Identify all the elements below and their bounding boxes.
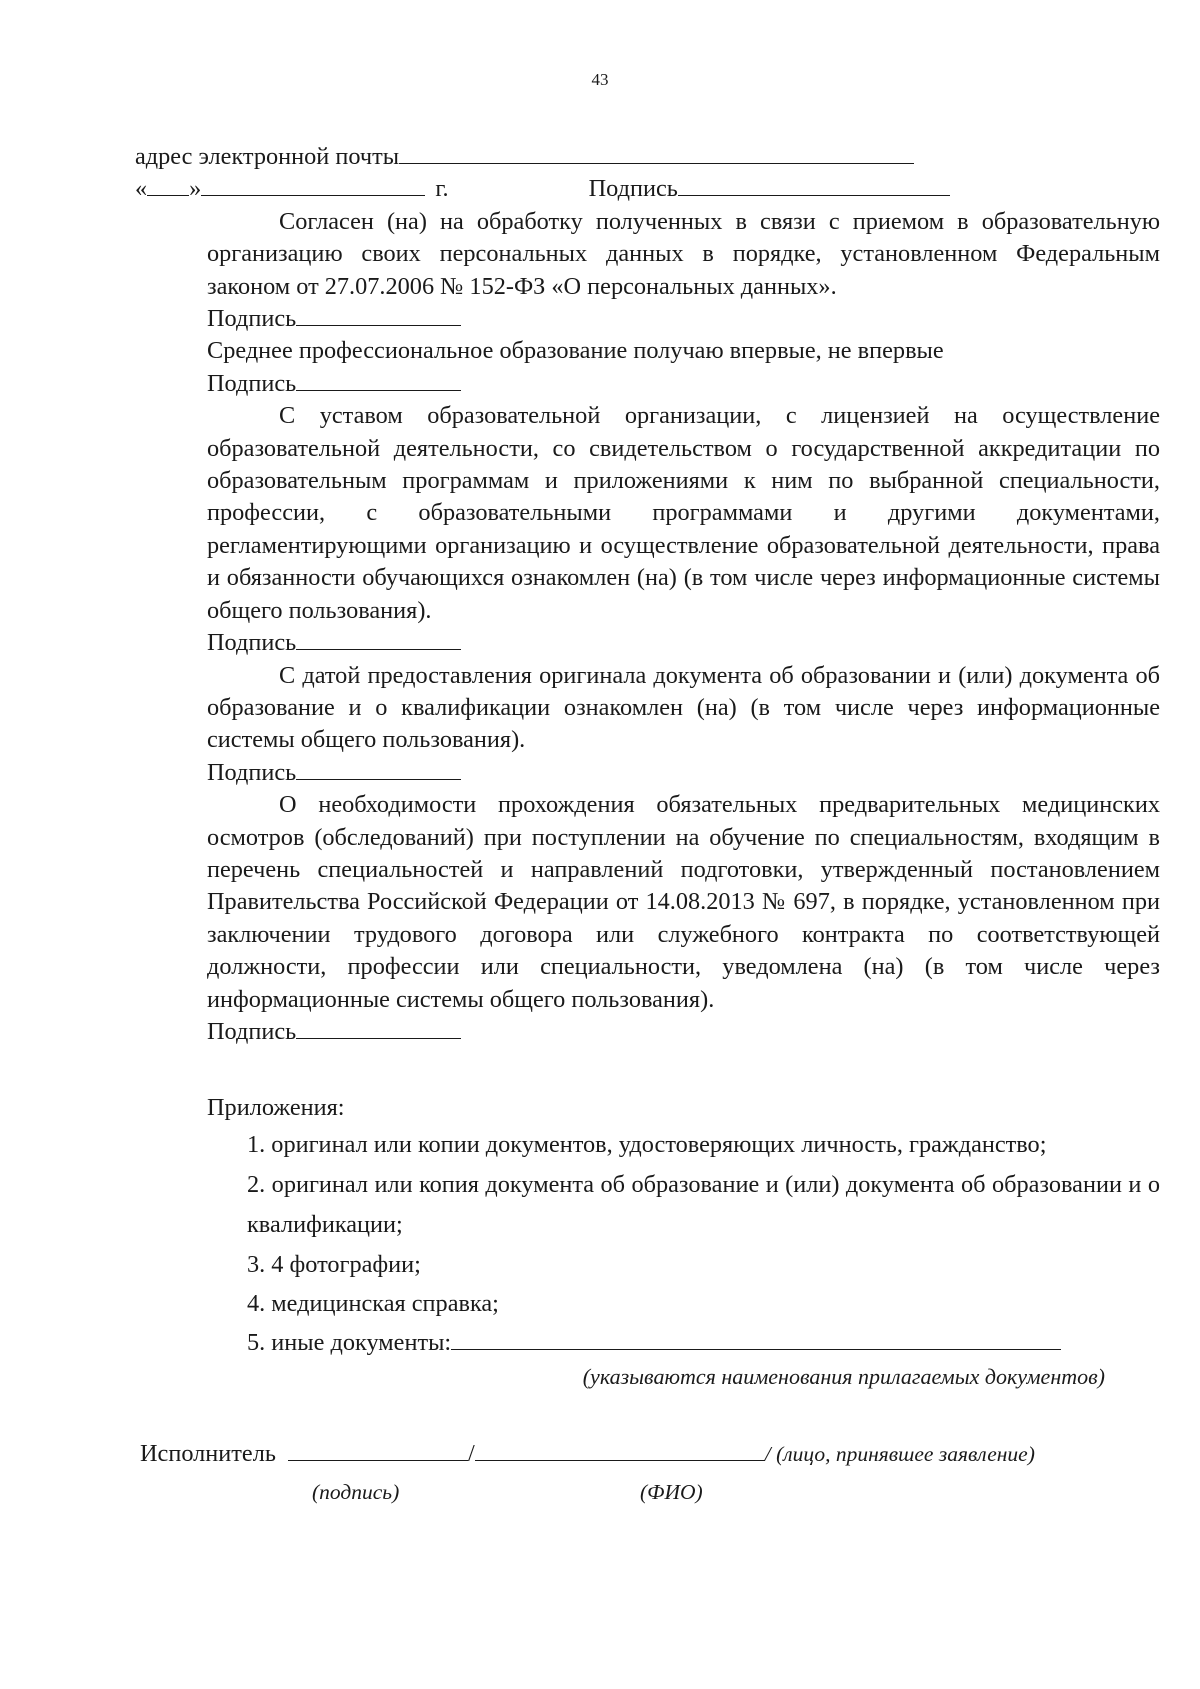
spacer (135, 1048, 1160, 1088)
signature-field-4[interactable] (296, 757, 461, 780)
medical-exam-paragraph: О необходимости прохождения обязательных предварительных медицинских осмотров (обследований) при поступлении на обучение по специальностям, входящим в перечень специальностей и направлений подготовки, утвержденный постановлением Правительства Российской Федерации от 14.08.2013 № 697, в порядке, установленном при заключении трудового договора или служебного контракта по соответствующей должности, профессии или специальности, уведомлена (на) (в том числе через информационные системы общего пользования). (207, 791, 1160, 1013)
other-docs-hint: (указываются наименования прилагаемых документов) (582, 1363, 1105, 1389)
executor-separator: / (467, 1440, 475, 1467)
open-quote: « (135, 175, 148, 203)
signature-label: Подпись (207, 1017, 297, 1045)
month-field[interactable] (201, 173, 425, 196)
signature-line-2 (135, 368, 1160, 400)
date-signature-field[interactable] (678, 173, 950, 196)
page-number: 43 (591, 70, 609, 89)
close-quote: » (189, 175, 202, 203)
signature-label: Подпись (207, 369, 297, 397)
signature-label: Подпись (207, 758, 297, 786)
first-education-paragraph: Среднее профессиональное образование получаю впервые, не впервые (207, 337, 944, 365)
executor-signature-field[interactable] (288, 1438, 468, 1461)
consent-paragraph: Согласен (на) на обработку полученных в связи с приемом в образовательную организацию своих персональных данных в порядке, установленном Федеральным законом от 27.07.2006 № 152-ФЗ «О персональных данных». (207, 207, 1160, 300)
year-suffix: г. (435, 175, 449, 203)
executor-closing: / (лицо, принявшее заявление) (764, 1442, 1035, 1466)
signature-line-1 (135, 303, 1160, 335)
email-line (135, 141, 1160, 173)
signature-label: Подпись (207, 305, 297, 333)
charter-paragraph: С уставом образовательной организации, с лицензией на осуществление образовательной деятельности, со свидетельством о государственной аккредитации по образовательным программам и приложениями к ним по выбранной специальности, профессии, с образовательными программами и другими документами, регламентирующими организацию и осуществление образовательной деятельности, права и обязанности обучающихся ознакомлен (на) (в том числе через информационные системы общего пользования). (207, 402, 1160, 624)
signature-field-3[interactable] (296, 627, 461, 650)
date-signature-label: Подпись (588, 175, 678, 203)
signature-field-1[interactable] (296, 303, 461, 326)
original-deadline-paragraph: С датой предоставления оригинала документа об образовании и (или) документа об образование и о квалификации ознакомлен (на) (в том числе через информационные системы общего пользования). (207, 661, 1160, 754)
executor-label: Исполнитель (140, 1440, 276, 1467)
signature-label: Подпись (207, 629, 297, 657)
executor-signature-hint: (подпись) (312, 1480, 400, 1504)
attachments-heading: Приложения: (207, 1094, 345, 1122)
attachment-item-3: 3. 4 фотографии; (247, 1250, 421, 1278)
executor-name-hint: (ФИО) (640, 1480, 703, 1504)
signature-line-4 (135, 757, 1160, 789)
day-field[interactable] (147, 173, 189, 196)
attachment-item-4: 4. медицинская справка; (247, 1289, 499, 1317)
attachment-item-2: 2. оригинал или копия документа об образование и (или) документа об образовании и о квалификации; (247, 1170, 1160, 1238)
signature-line-3 (135, 627, 1160, 659)
date-line (135, 173, 1160, 205)
executor-name-field[interactable] (475, 1438, 765, 1461)
other-docs-field[interactable] (451, 1327, 1061, 1350)
signature-line-5 (135, 1016, 1160, 1048)
executor-line (140, 1438, 1170, 1468)
email-label: адрес электронной почты (135, 143, 400, 170)
signature-field-2[interactable] (296, 368, 461, 391)
attachment-item-5 (247, 1323, 1160, 1362)
attachments-list (135, 1125, 1160, 1362)
email-field[interactable] (399, 141, 914, 164)
signature-field-5[interactable] (296, 1016, 461, 1039)
form-body (135, 141, 1160, 1392)
attachment-item-1: 1. оригинал или копии документов, удостоверяющих личность, гражданство; (247, 1130, 1047, 1158)
other-docs-label: 5. иные документы: (247, 1328, 452, 1356)
